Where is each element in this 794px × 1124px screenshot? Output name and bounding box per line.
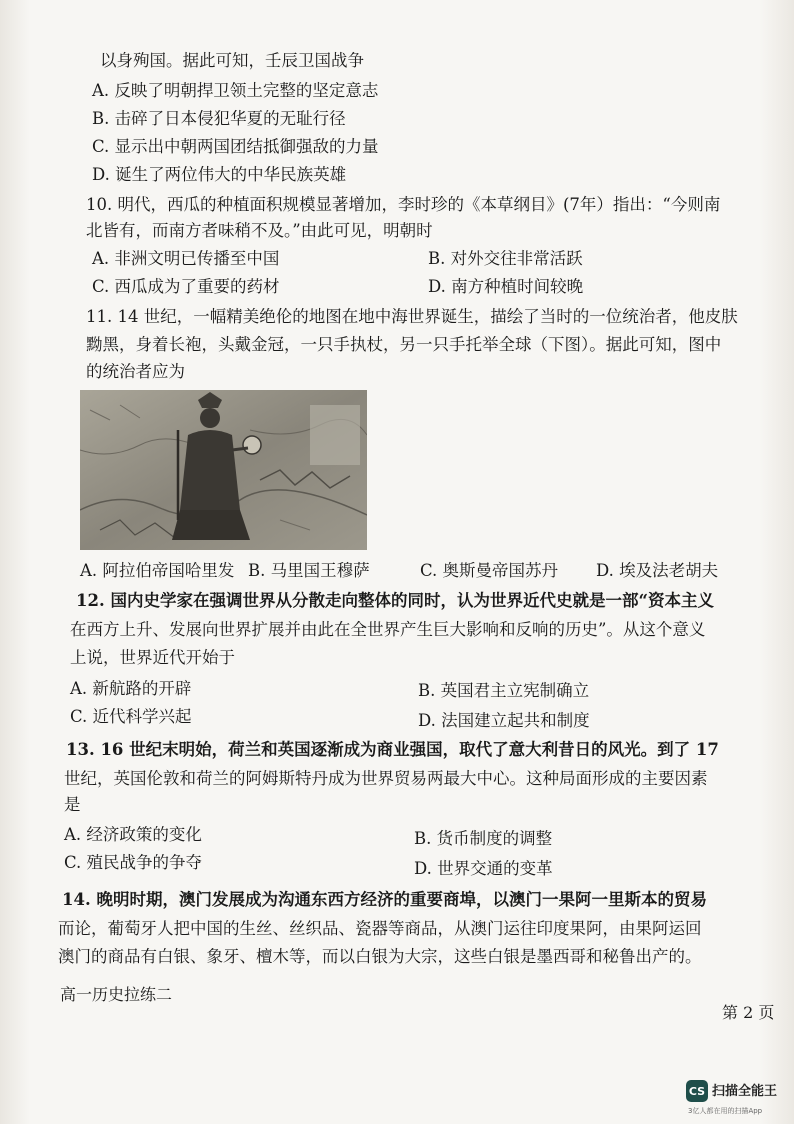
q11-stem-line2: 黝黑，身着长袍，头戴金冠，一只手执杖，另一只手托举全球（下图）。据此可知，图中 (86, 335, 722, 354)
q10-option-b: B. 对外交往非常活跃 (428, 249, 583, 268)
q9-option-a: A. 反映了明朝捍卫领土完整的坚定意志 (92, 81, 379, 100)
camscanner-name: 扫描全能王 (712, 1084, 778, 1099)
exam-title-footer: 高一历史拉练二 (60, 985, 173, 1004)
q13-option-b: B. 货币制度的调整 (414, 829, 553, 848)
map-ruler-image (80, 390, 367, 550)
q9-stem-end: 以身殉国。据此可知，壬辰卫国战争 (100, 51, 364, 70)
q13-option-a: A. 经济政策的变化 (64, 825, 202, 844)
q10-stem-line2: 北皆有，而南方者味稍不及。”由此可见，明朝时 (86, 221, 433, 240)
q12-stem-line1: 12. 国内史学家在强调世界从分散走向整体的同时，认为世界近代史就是一部“资本主义 (76, 591, 714, 610)
q10-stem-line1: 10. 明代，西瓜的种植面积规模显著增加，李时珍的《本草纲目》(7年）指出：“今则南 (86, 195, 721, 214)
q14-stem-line1: 14. 晚明时期，澳门发展成为沟通东西方经济的重要商埠，以澳门一果阿一里斯本的贸易 (62, 890, 707, 909)
q12-option-b: B. 英国君主立宪制确立 (418, 681, 590, 700)
q9-option-c: C. 显示出中朝两国团结抵御强敌的力量 (92, 137, 379, 156)
camscanner-logo-icon: CS (686, 1080, 708, 1102)
q13-stem-line3: 是 (64, 795, 81, 814)
q9-option-b: B. 击碎了日本侵犯华夏的无耻行径 (92, 109, 346, 128)
camscanner-tagline: 3亿人都在用的扫描App (688, 1107, 763, 1115)
q11-option-a: A. 阿拉伯帝国哈里发 (80, 561, 235, 580)
q10-option-d: D. 南方种植时间较晚 (428, 277, 584, 296)
q12-option-d: D. 法国建立起共和制度 (418, 711, 590, 730)
q10-option-c: C. 西瓜成为了重要的药材 (92, 277, 280, 296)
q13-option-c: C. 殖民战争的争夺 (64, 853, 203, 872)
q11-option-d: D. 埃及法老胡夫 (596, 561, 719, 580)
q11-stem-line3: 的统治者应为 (86, 362, 185, 381)
q12-stem-line2: 在西方上升、发展向世界扩展并由此在全世界产生巨大影响和反响的历史”。从这个意义 (70, 620, 706, 639)
q12-option-a: A. 新航路的开辟 (70, 679, 192, 698)
q14-stem-line3: 澳门的商品有白银、象牙、檀木等，而以白银为大宗，这些白银是墨西哥和秘鲁出产的。 (58, 947, 702, 966)
map-ruler-illustration (80, 390, 367, 550)
q12-option-c: C. 近代科学兴起 (70, 707, 192, 726)
q11-option-c: C. 奥斯曼帝国苏丹 (420, 561, 559, 580)
q9-option-d: D. 诞生了两位伟大的中华民族英雄 (92, 165, 347, 184)
q13-option-d: D. 世界交通的变革 (414, 859, 553, 878)
q13-stem-line1: 13. 16 世纪末明始，荷兰和英国逐渐成为商业强国，取代了意大利昔日的风光。到了 17 (66, 740, 719, 759)
q11-stem-line1: 11. 14 世纪，一幅精美绝伦的地图在地中海世界诞生，描绘了当时的一位统治者，他皮肤 (86, 307, 738, 326)
q10-option-a: A. 非洲文明已传播至中国 (92, 249, 280, 268)
q13-stem-line2: 世纪，英国伦敦和荷兰的阿姆斯特丹成为世界贸易两最大中心。这种局面形成的主要因素 (64, 769, 708, 788)
page-number: 第 2 页 (722, 1003, 775, 1022)
q11-option-b: B. 马里国王穆萨 (248, 561, 370, 580)
q12-stem-line3: 上说，世界近代开始于 (70, 648, 235, 667)
q14-stem-line2: 而论，葡萄牙人把中国的生丝、丝织品、瓷器等商品，从澳门运往印度果阿，由果阿运回 (58, 919, 702, 938)
